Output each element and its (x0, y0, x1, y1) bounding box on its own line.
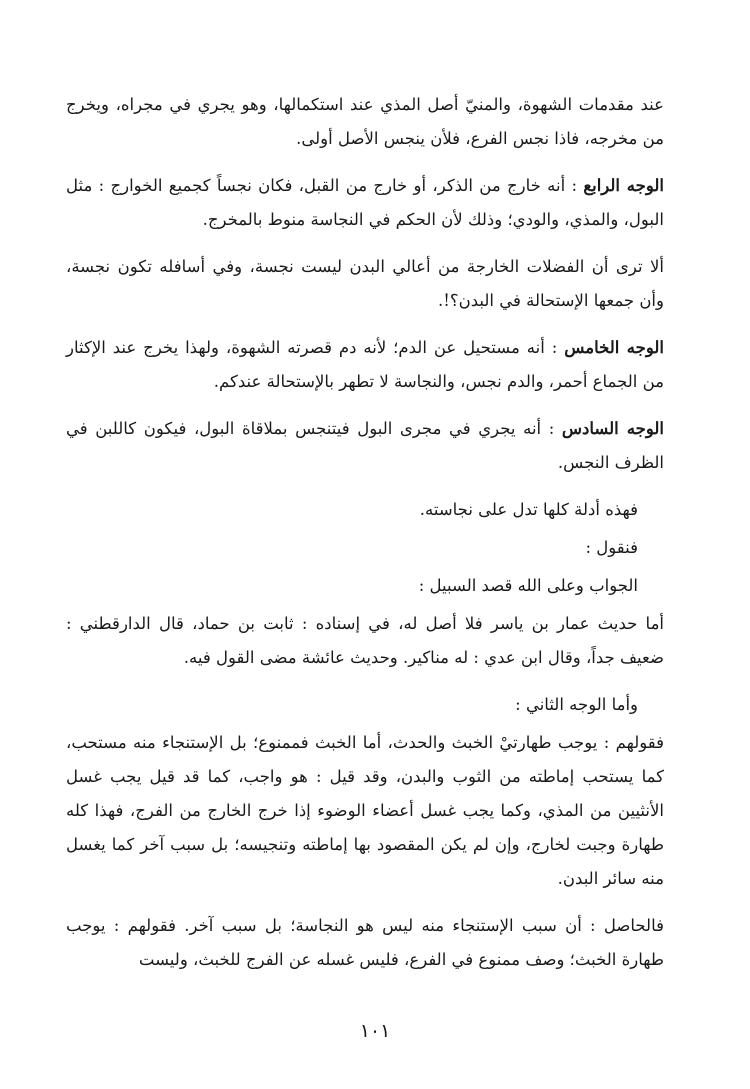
paragraph-text: : أنه يجري في مجرى البول فيتنجس بملاقاة البول، فيكون كاللبن في الظرف النجس. (66, 419, 664, 472)
paragraph (66, 531, 664, 565)
paragraph (66, 250, 664, 318)
paragraph (66, 909, 664, 977)
paragraph (66, 412, 664, 480)
paragraph-text: عند مقدمات الشهوة، والمنيّ أصل المذي عند استكمالها، وهو يجري في مجراه، ويخرج من مخرجه، فاذا نجس الفرع، فلأن ينجس الأصل أولى. (66, 95, 664, 148)
paragraph-text: فهذه أدلة كلها تدل على نجاسته. (419, 500, 638, 519)
paragraph-text: : أنه مستحيل عن الدم؛ لأنه دم قصرته الشهوة، ولهذا يخرج عند الإكثار من الجماع أحمر، والدم نجس، والنجاسة لا تطهر بالإستحالة عندكم. (66, 338, 664, 391)
paragraph-text: الجواب وعلى الله قصد السبيل : (418, 576, 638, 595)
paragraph-text: : أنه خارج من الذكر، أو خارج من القبل، فكان نجساً كجميع الخوارج : مثل البول، والمذي، والودي؛ وذلك لأن الحكم في النجاسة منوط بالمخرج. (66, 176, 664, 229)
paragraph-text: فالحاصل : أن سبب الإستنجاء منه ليس هو النجاسة؛ بل سبب آخر. فقولهم : يوجب طهارة الخبث؛ وصف ممنوع في الفرع، فليس غسله عن الفرج للخبث، وليست (66, 916, 664, 969)
paragraph (66, 569, 664, 603)
paragraph-text: أما حديث عمار بن ياسر فلا أصل له، في إسناده : ثابت بن حماد، قال الدارقطني : ضعيف جداً، وقال ابن عدي : له مناكير. وحديث عائشة مضى القول فيه. (66, 614, 664, 667)
paragraph (66, 607, 664, 675)
paragraph (66, 688, 664, 722)
paragraph-text: وأما الوجه الثاني : (515, 695, 638, 714)
paragraph (66, 331, 664, 399)
section-label: الوجه الرابع (583, 176, 664, 195)
paragraph (66, 726, 664, 896)
section-label: الوجه السادس (561, 419, 664, 438)
paragraph-text: فقولهم : يوجب طهارتيْ الخبث والحدث، أما الخبث فممنوع؛ بل الإستنجاء منه مستحب، كما يستحب إماطته من الثوب والبدن، وقد قيل : هو واجب، كما قد قيل يجب غسل الأنثيين من المذي، وكما يجب غسل أعضاء الوضوء إذا خرج الخارج من الفرج، فهذا كله طهارة وجبت لخارج، وإن لم يكن المقصود بها إماطته وتنجيسه؛ بل سبب آخر كما يغسل منه سائر البدن. (66, 733, 664, 888)
paragraph (66, 88, 664, 156)
paragraph (66, 169, 664, 237)
body-text (66, 88, 664, 990)
paragraph-text: فنقول : (585, 538, 638, 557)
section-label: الوجه الخامس (564, 338, 664, 357)
paragraph-text: ألا ترى أن الفضلات الخارجة من أعالي البدن ليست نجسة، وفي أسافله تكون نجسة، وأن جمعها الإستحالة في البدن؟!. (66, 257, 664, 310)
page-number: ١٠١ (359, 1020, 391, 1042)
paragraph (66, 493, 664, 527)
